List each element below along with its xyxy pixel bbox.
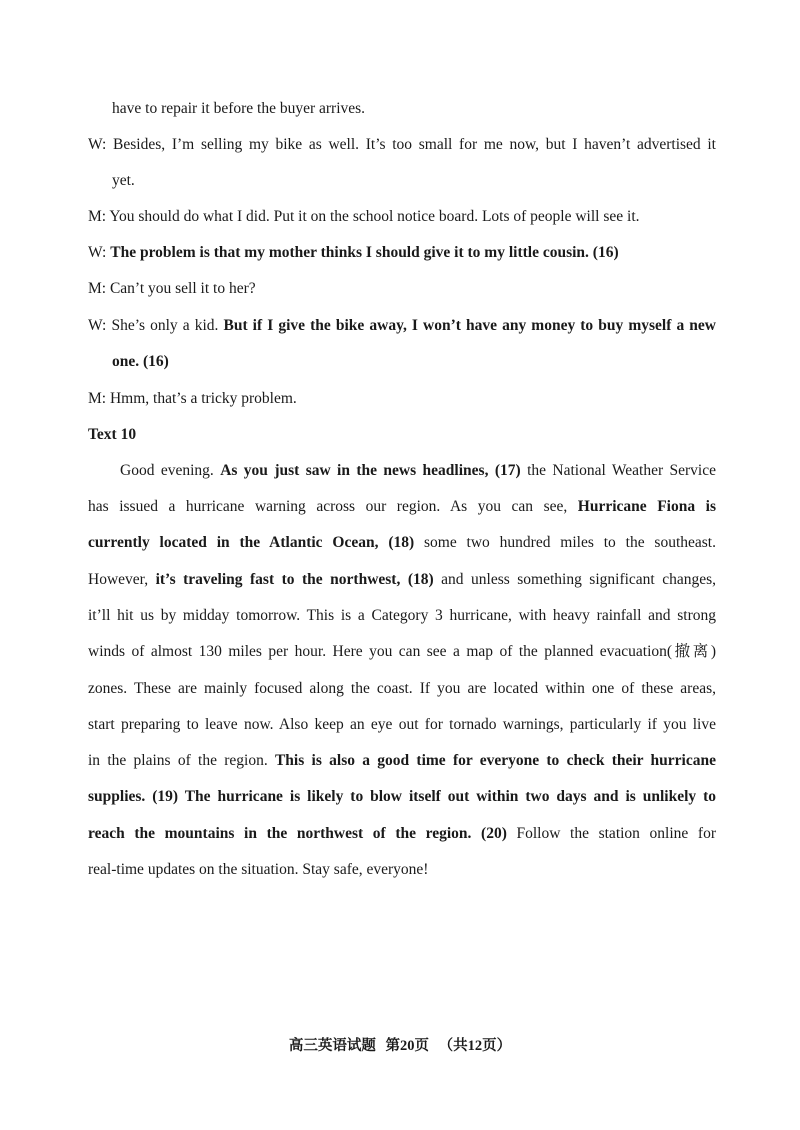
answer-key-text: The problem is that my mother thinks I should give it to my little cousin. (16) xyxy=(110,244,619,261)
passage-line xyxy=(88,533,716,553)
answer-key-text: reach the mountains in the northwest of the region. (20) xyxy=(88,825,507,842)
answer-key-text: it’s traveling fast to the northwest, (18) xyxy=(155,571,434,588)
answer-key-text: supplies. (19) The hurricane is likely to blow itself out within two days and is unlikely to xyxy=(88,788,716,805)
passage-text: some two hundred miles to the southeast. xyxy=(414,534,716,551)
answer-key-text: But if I give the bike away, I won’t have any money to buy myself a new xyxy=(223,317,716,334)
passage-text: the National Weather Service xyxy=(520,462,716,479)
page-footer xyxy=(0,1034,800,1055)
passage-line xyxy=(88,570,716,590)
answer-key-text: one. (16) xyxy=(112,353,169,370)
passage-line xyxy=(120,461,716,481)
footer-subject: 高三英语试题 xyxy=(288,1038,376,1054)
passage-line: winds of almost 130 miles per hour. Here you can see a map of the planned evacuation(撤离) xyxy=(88,643,716,660)
dialogue-line: have to repair it before the buyer arrives. xyxy=(112,100,366,117)
answer-key-text: This is also a good time for everyone to check their hurricane xyxy=(274,752,716,769)
passage-text: Follow the station online for xyxy=(506,825,716,842)
passage-line: start preparing to leave now. Also keep an eye out for tornado warnings, particularly if you live xyxy=(88,716,716,733)
answer-key-text: As you just saw in the news headlines, (17) xyxy=(220,462,521,479)
answer-key-text: currently located in the Atlantic Ocean, (18) xyxy=(88,534,415,551)
speaker-label: W: xyxy=(88,244,111,261)
passage-text: and unless something significant changes, xyxy=(433,571,717,588)
dialogue-line: yet. xyxy=(112,172,135,189)
footer-total-pages: （共12页） xyxy=(438,1038,512,1054)
dialogue-line: M: Hmm, that’s a tricky problem. xyxy=(88,390,297,407)
dialogue-line: M: You should do what I did. Put it on the school notice board. Lots of people will see it. xyxy=(88,208,640,225)
passage-line: zones. These are mainly focused along the coast. If you are located within one of these areas, xyxy=(88,680,716,697)
dialogue-line: W: Besides, I’m selling my bike as well. It’s too small for me now, but I haven’t advertised it xyxy=(88,136,716,153)
dialogue-line xyxy=(88,316,716,336)
passage-line xyxy=(88,824,716,844)
passage-line: it’ll hit us by midday tomorrow. This is a Category 3 hurricane, with heavy rainfall and strong xyxy=(88,607,716,624)
passage-line xyxy=(88,497,716,517)
passage-text: Good evening. xyxy=(120,462,221,479)
section-title: Text 10 xyxy=(88,426,137,443)
passage-text: in the plains of the region. xyxy=(88,752,275,769)
footer-page-number: 第20页 xyxy=(385,1038,429,1054)
dialogue-line xyxy=(88,243,716,263)
passage-line xyxy=(88,751,716,771)
dialogue-line: M: Can’t you sell it to her? xyxy=(88,280,256,297)
answer-key-text: Hurricane Fiona is xyxy=(577,498,716,515)
passage-text: However, xyxy=(88,571,156,588)
passage-line: real-time updates on the situation. Stay safe, everyone! xyxy=(88,861,429,878)
dialogue-text: W: She’s only a kid. xyxy=(88,317,224,334)
passage-text: has issued a hurricane warning across our region. As you can see, xyxy=(88,498,578,515)
